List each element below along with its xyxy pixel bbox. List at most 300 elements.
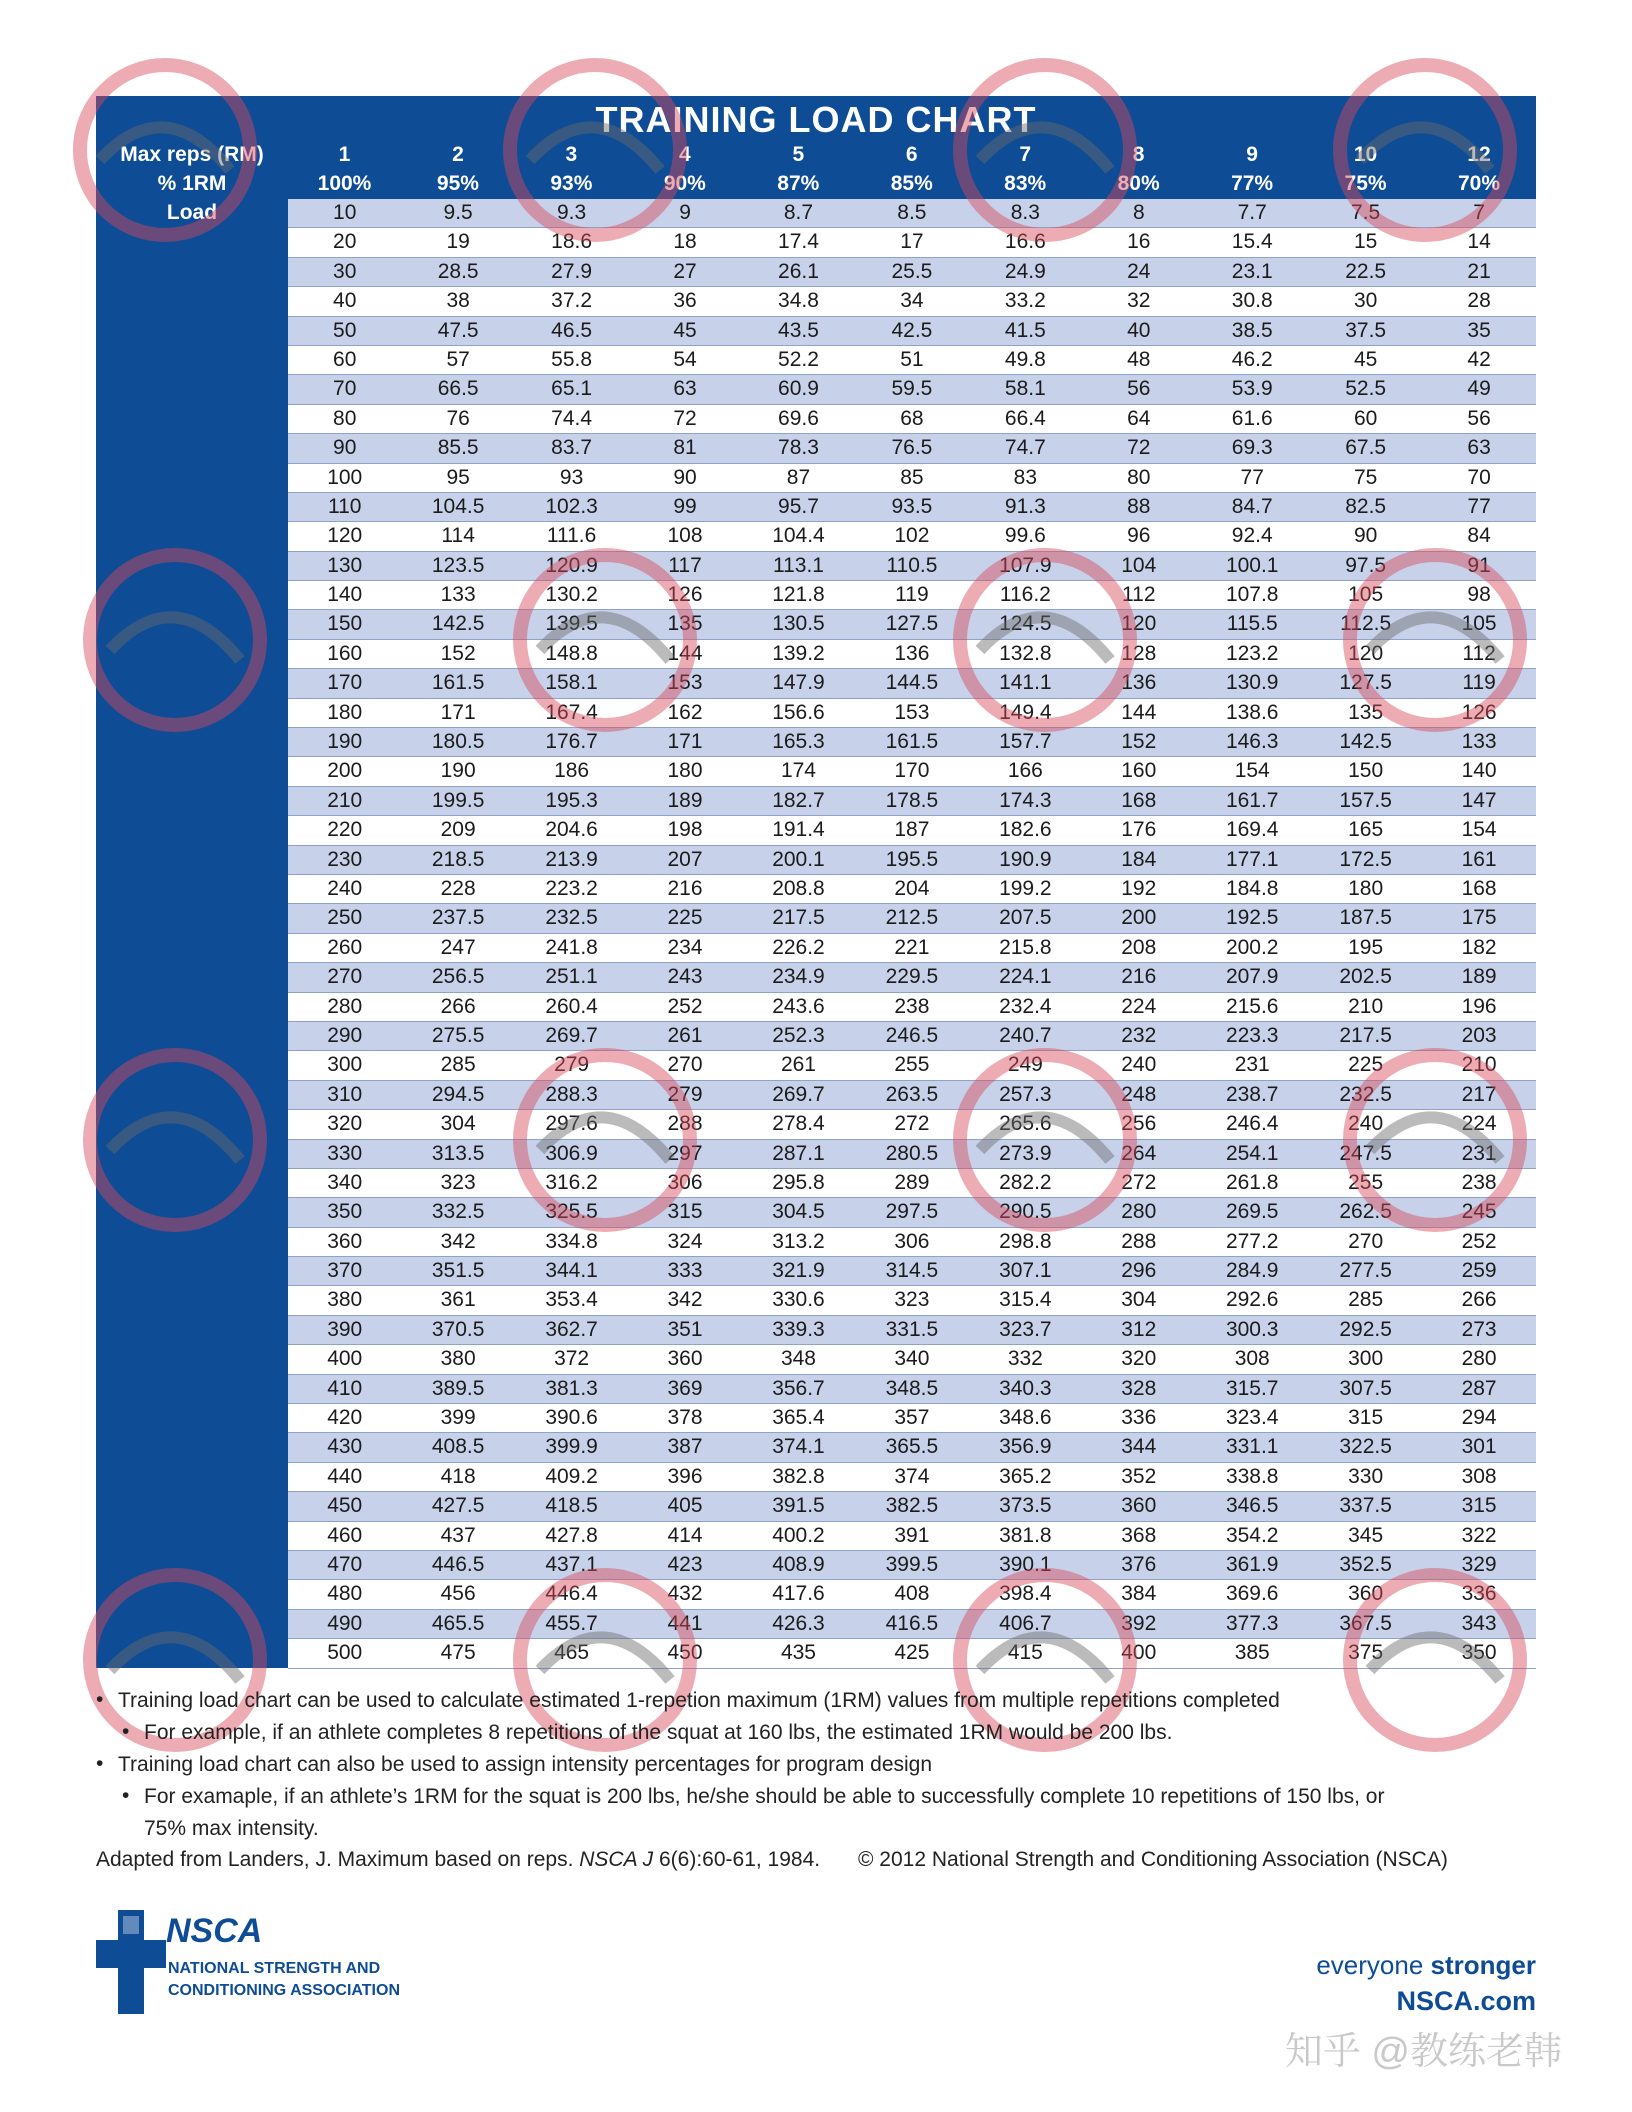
table-cell: 297.6 <box>545 1112 598 1136</box>
table-cell: 74.7 <box>1004 436 1046 460</box>
table-cell: 333 <box>667 1259 703 1283</box>
table-cell: 339.3 <box>772 1317 825 1341</box>
table-cell: 217.5 <box>1339 1023 1392 1047</box>
table-cell: 85 <box>900 465 924 489</box>
table-cell: 69.3 <box>1231 436 1273 460</box>
table-cell: 282.2 <box>999 1170 1052 1194</box>
table-cell: 184 <box>1121 847 1157 871</box>
table-cell: 153 <box>894 700 930 724</box>
table-cell: 123.2 <box>1225 641 1279 665</box>
table-row <box>288 1286 1536 1315</box>
table-cell: 81 <box>673 436 697 460</box>
load-label: Load <box>166 201 218 224</box>
table-cell: 232.5 <box>545 906 598 930</box>
table-cell: 198 <box>667 818 703 842</box>
table-cell: 15.4 <box>1231 230 1273 254</box>
table-cell: 297 <box>667 1141 703 1165</box>
table-cell: 223.3 <box>1225 1023 1279 1047</box>
table-cell: 14 <box>1467 230 1491 254</box>
table-cell: 247.5 <box>1339 1141 1392 1165</box>
table-cell: 269.5 <box>1225 1200 1279 1224</box>
table-cell: 279 <box>554 1053 590 1077</box>
table-cell: 144.5 <box>885 671 939 695</box>
table-cell: 165.3 <box>772 730 825 754</box>
source-prefix: Adapted from Landers, J. Maximum based on reps. <box>96 1848 580 1871</box>
table-cell: 148.8 <box>545 641 598 665</box>
table-cell: 399.5 <box>885 1552 939 1576</box>
table-cell: 34.8 <box>778 289 819 313</box>
table-cell: 280 <box>1461 1347 1497 1371</box>
table-cell: 304 <box>440 1112 476 1136</box>
table-cell: 100 <box>327 465 363 489</box>
note-bullet-1: Training load chart can be used to calculate estimated 1-repetion maximum (1RM) values from multiple repetitions completed <box>118 1689 1280 1712</box>
table-cell: 240.7 <box>999 1023 1052 1047</box>
table-row <box>288 846 1536 875</box>
table-cell: 300 <box>1348 1347 1384 1371</box>
table-cell: 290.5 <box>999 1200 1052 1224</box>
table-row <box>288 434 1536 463</box>
table-cell: 117 <box>668 553 702 577</box>
table-cell: 72 <box>673 406 697 430</box>
table-cell: 332 <box>1007 1347 1043 1371</box>
table-row <box>288 1169 1536 1198</box>
table-cell: 266 <box>440 994 476 1018</box>
table-cell: 187.5 <box>1339 906 1392 930</box>
table-cell: 279 <box>667 1082 703 1106</box>
table-cell: 180 <box>1348 876 1384 900</box>
column-pct-header: 87% <box>777 172 820 195</box>
table-row <box>288 993 1536 1022</box>
table-cell: 337.5 <box>1339 1494 1392 1518</box>
table-cell: 70 <box>333 377 357 401</box>
table-cell: 174 <box>780 759 816 783</box>
table-cell: 360 <box>667 1347 703 1371</box>
table-cell: 296 <box>1121 1259 1157 1283</box>
table-cell: 238.7 <box>1225 1082 1279 1106</box>
table-cell: 208.8 <box>772 876 825 900</box>
table-cell: 427.5 <box>431 1494 485 1518</box>
table-cell: 70 <box>1467 465 1491 489</box>
table-cell: 225 <box>1348 1053 1384 1077</box>
table-cell: 19 <box>446 230 470 254</box>
column-pct-header: 100% <box>317 172 372 195</box>
table-cell: 240 <box>1121 1053 1157 1077</box>
table-cell: 306.9 <box>545 1141 598 1165</box>
table-row <box>288 1522 1536 1551</box>
table-cell: 176.7 <box>545 730 598 754</box>
table-cell: 380 <box>440 1347 476 1371</box>
table-cell: 30.8 <box>1231 289 1273 313</box>
table-cell: 20 <box>333 230 357 254</box>
note-sub-2: For examaple, if an athlete’s 1RM for the squat is 200 lbs, he/she should be able to successfully complete 10 repetitions of 150 lbs, or <box>144 1785 1385 1808</box>
table-cell: 200.2 <box>1225 935 1279 959</box>
table-cell: 314.5 <box>885 1259 939 1283</box>
table-cell: 260.4 <box>545 994 598 1018</box>
table-cell: 246.5 <box>885 1023 939 1047</box>
table-cell: 78.3 <box>778 436 819 460</box>
table-cell: 289 <box>894 1170 930 1194</box>
table-cell: 237.5 <box>431 906 485 930</box>
table-cell: 160 <box>1121 759 1157 783</box>
table-cell: 91.3 <box>1004 494 1046 518</box>
table-row <box>288 287 1536 316</box>
table-cell: 228 <box>440 876 476 900</box>
table-cell: 21 <box>1467 259 1491 283</box>
table-cell: 120 <box>327 524 363 548</box>
table-cell: 85.5 <box>437 436 479 460</box>
column-reps-header: 1 <box>338 143 351 166</box>
table-cell: 203 <box>1461 1023 1497 1047</box>
table-cell: 144 <box>1121 700 1157 724</box>
table-cell: 61.6 <box>1231 406 1273 430</box>
table-cell: 166 <box>1007 759 1043 783</box>
table-cell: 60 <box>1353 406 1378 430</box>
table-cell: 330.6 <box>772 1288 825 1312</box>
table-cell: 390.6 <box>545 1406 598 1430</box>
table-cell: 324 <box>667 1229 703 1253</box>
table-cell: 221 <box>894 935 930 959</box>
table-cell: 315.4 <box>999 1288 1052 1312</box>
table-cell: 280.5 <box>885 1141 939 1165</box>
table-cell: 348 <box>780 1347 816 1371</box>
table-cell: 168 <box>1121 788 1157 812</box>
table-row <box>288 1022 1536 1051</box>
table-row <box>288 1081 1536 1110</box>
table-cell: 104.4 <box>772 524 825 548</box>
table-cell: 38.5 <box>1231 318 1273 342</box>
table-cell: 361.9 <box>1225 1552 1279 1576</box>
table-cell: 344.1 <box>545 1259 598 1283</box>
table-cell: 262.5 <box>1339 1200 1392 1224</box>
table-row <box>288 346 1536 375</box>
table-cell: 217 <box>1461 1082 1497 1106</box>
table-cell: 446.4 <box>545 1582 598 1606</box>
column-reps-header: 5 <box>792 143 805 166</box>
table-cell: 171 <box>440 700 476 724</box>
table-cell: 57 <box>446 347 470 371</box>
table-cell: 313.5 <box>431 1141 485 1165</box>
table-cell: 157.7 <box>999 730 1052 754</box>
table-cell: 306 <box>667 1170 703 1194</box>
table-cell: 377.3 <box>1225 1611 1279 1635</box>
column-pct-header: 80% <box>1117 172 1160 195</box>
table-row <box>288 1610 1536 1639</box>
table-cell: 192.5 <box>1225 906 1279 930</box>
table-cell: 207 <box>667 847 703 871</box>
table-cell: 202.5 <box>1339 965 1392 989</box>
table-cell: 53.9 <box>1231 377 1273 401</box>
table-cell: 107.9 <box>999 553 1052 577</box>
table-cell: 139.5 <box>545 612 598 636</box>
logo-line-2: CONDITIONING ASSOCIATION <box>168 1982 400 1999</box>
table-cell: 174.3 <box>999 788 1052 812</box>
table-cell: 65.1 <box>551 377 593 401</box>
table-cell: 60 <box>333 347 357 371</box>
table-cell: 490 <box>327 1611 363 1635</box>
table-cell: 177.1 <box>1225 847 1279 871</box>
table-cell: 261.8 <box>1225 1170 1279 1194</box>
table-cell: 409.2 <box>545 1464 598 1488</box>
table-cell: 381.3 <box>545 1376 598 1400</box>
table-cell: 97.5 <box>1345 553 1387 577</box>
table-cell: 18.6 <box>551 230 593 254</box>
table-cell: 10 <box>333 201 357 224</box>
table-cell: 210 <box>1461 1053 1497 1077</box>
table-cell: 112 <box>1122 583 1156 607</box>
table-cell: 9.5 <box>443 201 473 224</box>
table-cell: 153 <box>667 671 703 695</box>
table-cell: 269.7 <box>772 1082 825 1106</box>
table-cell: 384 <box>1121 1582 1157 1606</box>
table-cell: 231 <box>1234 1053 1270 1077</box>
table-cell: 190.9 <box>999 847 1052 871</box>
table-cell: 322 <box>1461 1523 1497 1547</box>
table-cell: 135 <box>1348 700 1384 724</box>
table-cell: 390.1 <box>999 1552 1052 1576</box>
table-cell: 210 <box>327 788 363 812</box>
table-cell: 304 <box>1121 1288 1157 1312</box>
table-cell: 427.8 <box>545 1523 598 1547</box>
bullet-glyph: • <box>122 1784 130 1807</box>
table-cell: 156.6 <box>772 700 825 724</box>
column-pct-header: 75% <box>1344 172 1387 195</box>
table-cell: 352 <box>1121 1464 1157 1488</box>
table-cell: 152 <box>1121 730 1157 754</box>
table-cell: 30 <box>1353 289 1378 313</box>
table-cell: 231 <box>1461 1141 1497 1165</box>
table-cell: 255 <box>1348 1170 1384 1194</box>
table-cell: 154 <box>1234 759 1270 783</box>
table-cell: 175 <box>1461 906 1497 930</box>
table-cell: 8.5 <box>897 201 927 224</box>
table-cell: 110 <box>327 494 362 518</box>
table-cell: 207.9 <box>1225 965 1279 989</box>
table-cell: 38 <box>446 289 470 313</box>
table-cell: 217.5 <box>772 906 825 930</box>
table-cell: 112 <box>1462 641 1496 665</box>
chart-title: TRAINING LOAD CHART <box>595 99 1037 140</box>
table-cell: 380 <box>327 1288 363 1312</box>
table-cell: 41.5 <box>1004 318 1046 342</box>
table-row <box>288 228 1536 257</box>
table-cell: 480 <box>327 1582 363 1606</box>
table-cell: 27 <box>673 259 697 283</box>
table-cell: 348.6 <box>999 1406 1052 1430</box>
table-cell: 287 <box>1461 1376 1497 1400</box>
table-cell: 295.8 <box>772 1170 825 1194</box>
table-cell: 260 <box>327 935 363 959</box>
bullet-glyph: • <box>96 1752 104 1775</box>
table-cell: 136 <box>1121 671 1157 695</box>
table-cell: 90 <box>673 465 697 489</box>
table-cell: 500 <box>327 1641 363 1665</box>
table-cell: 360 <box>327 1229 363 1253</box>
table-cell: 107.8 <box>1225 583 1279 607</box>
table-cell: 292.6 <box>1225 1288 1279 1312</box>
table-cell: 356.7 <box>772 1376 825 1400</box>
table-cell: 334.8 <box>545 1229 598 1253</box>
table-cell: 182 <box>1461 935 1497 959</box>
watermark-credit: 知乎 @教练老韩 <box>1284 2031 1562 2073</box>
table-cell: 32 <box>1127 289 1151 313</box>
table-cell: 369 <box>667 1376 703 1400</box>
table-cell: 250 <box>327 906 363 930</box>
table-cell: 16.6 <box>1004 230 1046 254</box>
table-cell: 252.3 <box>772 1023 825 1047</box>
table-cell: 288 <box>1121 1229 1157 1253</box>
table-cell: 120.9 <box>545 553 598 577</box>
table-cell: 190 <box>327 730 363 754</box>
table-cell: 42 <box>1467 347 1491 371</box>
table-cell: 69.6 <box>778 406 819 430</box>
source-citation <box>96 1848 820 1872</box>
table-cell: 199.5 <box>431 788 485 812</box>
table-cell: 184.8 <box>1225 876 1279 900</box>
table-cell: 357 <box>894 1406 930 1430</box>
nsca-cross-icon <box>96 1910 168 2014</box>
table-cell: 321.9 <box>772 1259 825 1283</box>
table-cell: 325.5 <box>545 1200 598 1224</box>
table-cell: 112.5 <box>1340 612 1392 636</box>
table-cell: 396 <box>667 1464 703 1488</box>
table-cell: 93.5 <box>891 494 933 518</box>
table-cell: 55.8 <box>551 347 593 371</box>
table-cell: 346.5 <box>1225 1494 1279 1518</box>
column-pct-header: 85% <box>890 172 933 195</box>
table-cell: 234 <box>667 935 703 959</box>
table-cell: 105 <box>1461 612 1497 636</box>
table-cell: 111.6 <box>546 524 597 548</box>
table-row <box>288 1404 1536 1433</box>
table-cell: 83 <box>1013 465 1038 489</box>
table-cell: 67.5 <box>1345 436 1387 460</box>
table-cell: 392 <box>1121 1611 1157 1635</box>
table-row <box>288 1198 1536 1227</box>
table-cell: 308 <box>1461 1464 1497 1488</box>
table-cell: 80 <box>333 406 357 430</box>
copyright: © 2012 National Strength and Conditioning Association (NSCA) <box>858 1848 1448 1871</box>
table-cell: 187 <box>894 818 930 842</box>
table-cell: 207.5 <box>999 906 1052 930</box>
table-cell: 418.5 <box>545 1494 598 1518</box>
table-cell: 216 <box>1121 965 1157 989</box>
table-cell: 120 <box>1121 612 1157 636</box>
table-cell: 76.5 <box>891 436 933 460</box>
table-cell: 385 <box>1234 1641 1270 1665</box>
table-cell: 144 <box>667 641 703 665</box>
column-reps-header: 4 <box>679 143 691 166</box>
table-cell: 204.6 <box>545 818 598 842</box>
table-cell: 352.5 <box>1339 1552 1392 1576</box>
table-cell: 306 <box>894 1229 930 1253</box>
table-cell: 116.2 <box>999 583 1051 607</box>
table-cell: 28 <box>1467 289 1491 313</box>
table-cell: 288.3 <box>545 1082 598 1106</box>
table-cell: 209 <box>440 818 476 842</box>
table-cell: 340 <box>894 1347 930 1371</box>
table-cell: 127.5 <box>1339 671 1392 695</box>
table-cell: 40 <box>333 289 357 313</box>
table-cell: 456 <box>440 1582 476 1606</box>
table-row <box>288 699 1536 728</box>
column-pct-header: 95% <box>436 172 479 195</box>
table-cell: 215.8 <box>999 935 1052 959</box>
site-link[interactable]: NSCA.com <box>1396 1986 1536 2016</box>
table-cell: 33.2 <box>1004 289 1046 313</box>
table-cell: 405 <box>667 1494 703 1518</box>
table-cell: 64 <box>1127 406 1151 430</box>
tagline-bold: stronger <box>1430 1950 1536 1980</box>
table-cell: 75 <box>1353 465 1378 489</box>
table-cell: 360 <box>1121 1494 1157 1518</box>
table-cell: 270 <box>1348 1229 1384 1253</box>
table-row <box>288 875 1536 904</box>
table-cell: 332.5 <box>431 1200 485 1224</box>
table-row <box>288 522 1536 551</box>
table-cell: 410 <box>327 1376 363 1400</box>
table-cell: 133 <box>1461 730 1497 754</box>
table-cell: 147 <box>1461 788 1497 812</box>
table-cell: 294.5 <box>431 1082 485 1106</box>
table-cell: 284.9 <box>1225 1259 1279 1283</box>
table-cell: 224 <box>1461 1112 1497 1136</box>
table-cell: 437 <box>440 1523 476 1547</box>
table-cell: 307.1 <box>999 1259 1052 1283</box>
table-cell: 240 <box>327 876 363 900</box>
table-cell: 373.5 <box>999 1494 1052 1518</box>
table-cell: 150 <box>1348 759 1384 783</box>
table-cell: 56 <box>1127 377 1151 401</box>
table-row <box>288 963 1536 992</box>
column-pct-header: 83% <box>1004 172 1047 195</box>
table-cell: 425 <box>894 1641 930 1665</box>
table-cell: 288 <box>667 1112 703 1136</box>
table-cell: 108 <box>667 524 703 548</box>
table-cell: 102.3 <box>545 494 598 518</box>
table-row <box>288 1551 1536 1580</box>
table-cell: 406.7 <box>999 1611 1052 1635</box>
table-cell: 130.5 <box>772 612 825 636</box>
table-cell: 400 <box>327 1347 363 1371</box>
table-cell: 90 <box>1353 524 1378 548</box>
table-cell: 232.4 <box>999 994 1052 1018</box>
table-cell: 245 <box>1461 1200 1497 1224</box>
table-cell: 72 <box>1127 436 1151 460</box>
table-cell: 353.4 <box>545 1288 598 1312</box>
table-cell: 232.5 <box>1339 1082 1392 1106</box>
table-cell: 36 <box>673 289 697 313</box>
table-cell: 320 <box>1121 1347 1157 1371</box>
table-cell: 84 <box>1467 524 1491 548</box>
table-row <box>288 1228 1536 1257</box>
table-cell: 369.6 <box>1225 1582 1279 1606</box>
table-cell: 465 <box>554 1641 590 1665</box>
bullet-glyph: • <box>122 1720 130 1743</box>
table-cell: 365.2 <box>999 1464 1052 1488</box>
table-cell: 298.8 <box>999 1229 1052 1253</box>
table-cell: 92.4 <box>1231 524 1273 548</box>
table-cell: 25.5 <box>891 259 933 283</box>
table-cell: 408.5 <box>431 1435 485 1459</box>
table-cell: 264 <box>1121 1141 1157 1165</box>
table-cell: 331.1 <box>1225 1435 1279 1459</box>
table-cell: 140 <box>327 583 363 607</box>
column-reps-header: 9 <box>1246 143 1258 166</box>
table-cell: 195 <box>1348 935 1384 959</box>
table-cell: 375 <box>1348 1641 1384 1665</box>
table-cell: 180.5 <box>431 730 485 754</box>
table-cell: 37.2 <box>551 289 593 313</box>
